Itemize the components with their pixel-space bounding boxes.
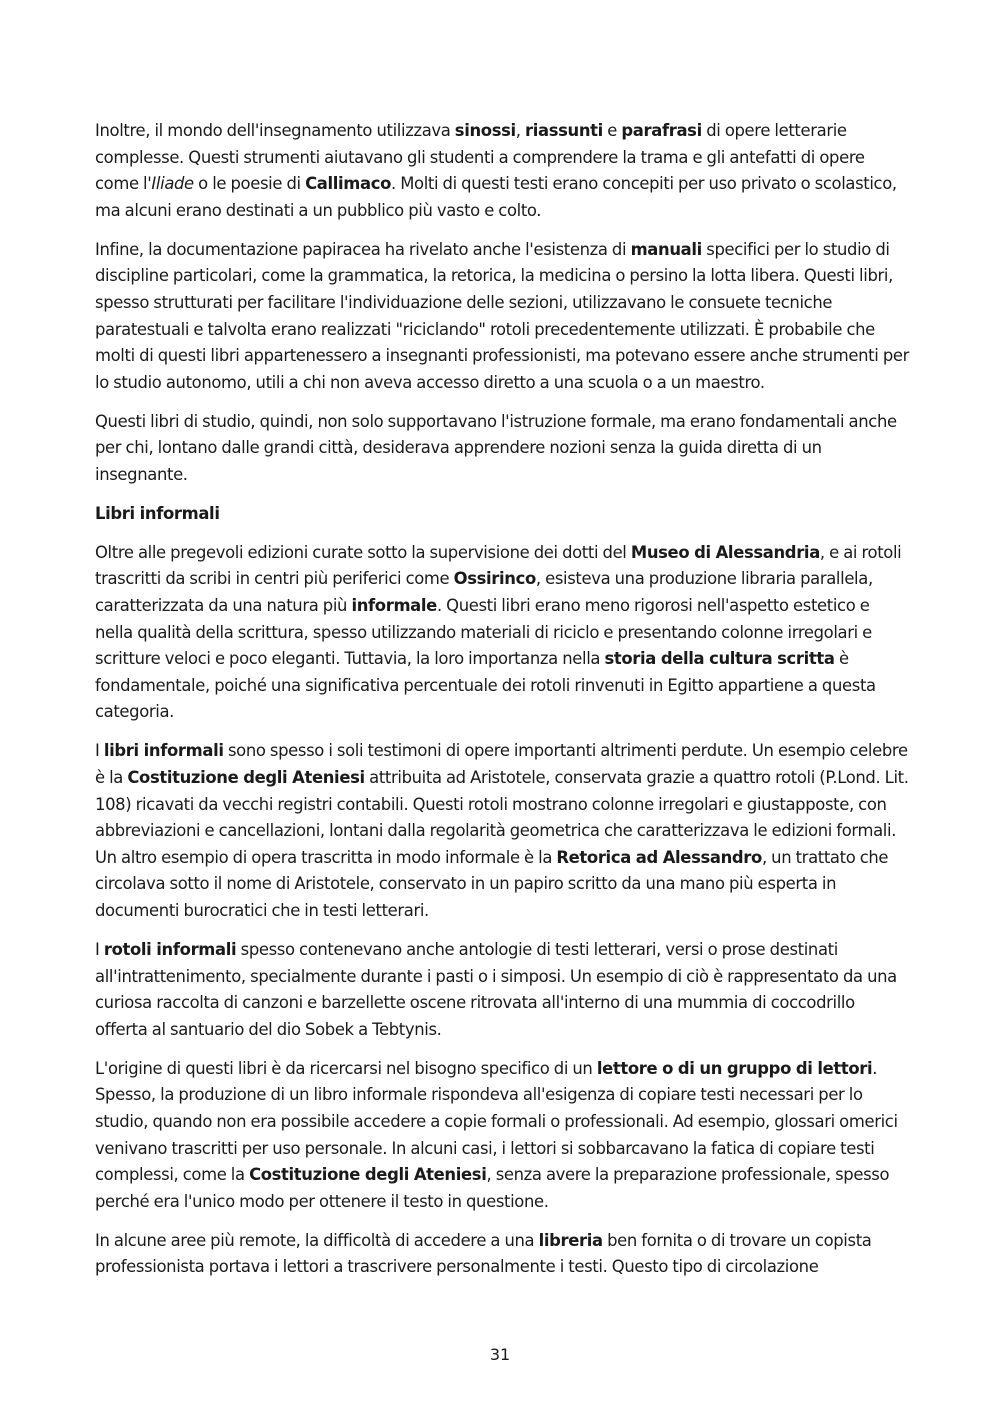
bold-term: rotoli informali: [103, 939, 237, 959]
bold-term: libreria: [538, 1230, 603, 1250]
bold-term: Ossirinco: [453, 569, 536, 589]
bold-term: Retorica ad Alessandro: [556, 847, 762, 867]
text-run: In alcune aree più remote, la difficoltà di accedere a una: [95, 1230, 539, 1250]
bold-term: Costituzione degli Ateniesi: [127, 768, 365, 788]
text-run: , senza avere la preparazione professionale, spesso perché era l'unico modo per ottenere il testo in questione.: [95, 1165, 890, 1211]
paragraph: [95, 409, 910, 489]
bold-term: informale: [351, 596, 437, 616]
paragraph: [95, 540, 910, 726]
text-run: e: [602, 121, 622, 140]
page-number: 31: [489, 1345, 511, 1364]
text-run: Oltre alle pregevoli edizioni curate sotto la supervisione dei dotti del: [95, 542, 631, 562]
text-run: o le poesie di: [193, 174, 306, 194]
bold-term: manuali: [630, 239, 702, 259]
paragraph: [95, 738, 910, 924]
text-run: L'origine di questi libri è da ricercarsi nel bisogno specifico di un: [95, 1058, 597, 1078]
bold-term: Callimaco: [305, 174, 391, 194]
text-run: Inoltre, il mondo dell'insegnamento utilizzava: [95, 121, 455, 140]
text-run: di opere letterarie complesse. Questi strumenti aiutavano gli studenti a comprendere la trama e gli antefatti di opere come l': [95, 121, 865, 194]
text-run: , un trattato che circolava sotto il nome di Aristotele, conservato in un papiro scritto da una mano più esperta in documenti burocratici che in testi letterari.: [95, 847, 889, 920]
paragraph: [95, 1056, 910, 1216]
text-run: . Molti di questi testi erano concepiti per uso privato o scolastico, ma alcuni erano destinati a un pubblico più vasto e colto.: [95, 174, 897, 220]
text-run: è fondamentale, poiché una significativa percentuale dei rotoli rinvenuti in Egitto appartiene a questa categoria.: [95, 649, 876, 722]
text-run: spesso contenevano anche antologie di testi letterari, versi o prose destinati all'intrattenimento, specialmente durante i pasti o i simposi. Un esempio di ciò è rappresentato da una curiosa raccolta di canzoni e barzellette oscene ritrovata all'interno di una mummia di coccodrillo offerta al santuario del dio Sobek a Tebtynis.: [95, 939, 897, 1039]
text-run: specifici per lo studio di discipline particolari, come la grammatica, la retorica, la medicina o persino la lotta libera. Questi libri, spesso strutturati per facilitare l'individuazione delle sezioni, utilizzavano le consuete tecniche paratestuali e talvolta erano realizzati "riciclando" rotoli precedentemente utilizzati. È probabile che molti di questi libri appartenessero a insegnanti professionisti, ma potevano essere anche strumenti per lo studio autonomo, utili a chi non aveva accesso diretto a una scuola o a un maestro.: [95, 239, 909, 392]
bold-term: Museo di Alessandria: [630, 542, 820, 562]
paragraph: [95, 237, 910, 397]
text-run: . Questi libri erano meno rigorosi nell'aspetto estetico e nella qualità della scrittura, spesso utilizzando materiali di riciclo e presentando colonne irregolari e scritture veloci e poco eleganti. Tuttavia, la loro importanza nella: [95, 596, 872, 669]
bold-term: sinossi: [454, 121, 516, 140]
bold-term: Costituzione degli Ateniesi: [249, 1165, 487, 1185]
section-heading: [95, 501, 910, 528]
text-run: ben fornita o di trovare un copista professionista portava i lettori a trascrivere personalmente i testi. Questo tipo di circolazione: [95, 1230, 872, 1277]
text-run: ,: [515, 121, 526, 140]
text-run: , esisteva una produzione libraria parallela, caratterizzata da una natura più: [95, 569, 873, 616]
paragraph: [95, 1228, 910, 1281]
text-run: attribuita ad Aristotele, conservata grazie a quattro rotoli (P.Lond. Lit. 108) ricavati da vecchi registri contabili. Questi rotoli mostrano colonne irregolari e giustapposte, con abbreviazioni e cancellazioni, lontani dalla regolarità geometrica che caratterizzava le edizioni formali. Un altro esempio di opera trascritta in modo informale è la: [95, 768, 909, 867]
bold-term: lettore o di un gruppo di lettori: [596, 1058, 873, 1078]
bold-term: libri informali: [103, 741, 224, 761]
text-run: Questi libri di studio, quindi, non solo supportavano l'istruzione formale, ma erano fondamentali anche per chi, lontano dalle grandi città, desiderava apprendere nozioni senza la guida diretta di un insegnante.: [95, 411, 897, 484]
bold-term: Libri informali: [95, 503, 220, 523]
bold-term: storia della cultura scritta: [604, 649, 835, 669]
paragraph: [95, 937, 910, 1043]
text-run: sono spesso i soli testimoni di opere importanti altrimenti perdute. Un esempio celebre è la: [95, 741, 908, 788]
text-run: Infine, la documentazione papiracea ha rivelato anche l'esistenza di: [95, 239, 631, 259]
text-run: . Spesso, la produzione di un libro informale rispondeva all'esigenza di copiare testi necessari per lo studio, quando non era possibile accedere a copie formali o professionali. Ad esempio, glossari omerici venivano trascritti per uso personale. In alcuni casi, i lettori si sobbarcavano la fatica di copiare testi complessi, come la: [95, 1058, 898, 1185]
text-run: I: [95, 741, 104, 761]
bold-term: parafrasi: [621, 121, 702, 140]
italic-term: Iliade: [151, 174, 194, 194]
bold-term: riassunti: [525, 121, 603, 140]
text-run: , e ai rotoli trascritti da scribi in centri più periferici come: [95, 542, 902, 589]
text-run: I: [95, 939, 104, 959]
page-body: [95, 118, 910, 1293]
paragraph: [95, 118, 910, 224]
